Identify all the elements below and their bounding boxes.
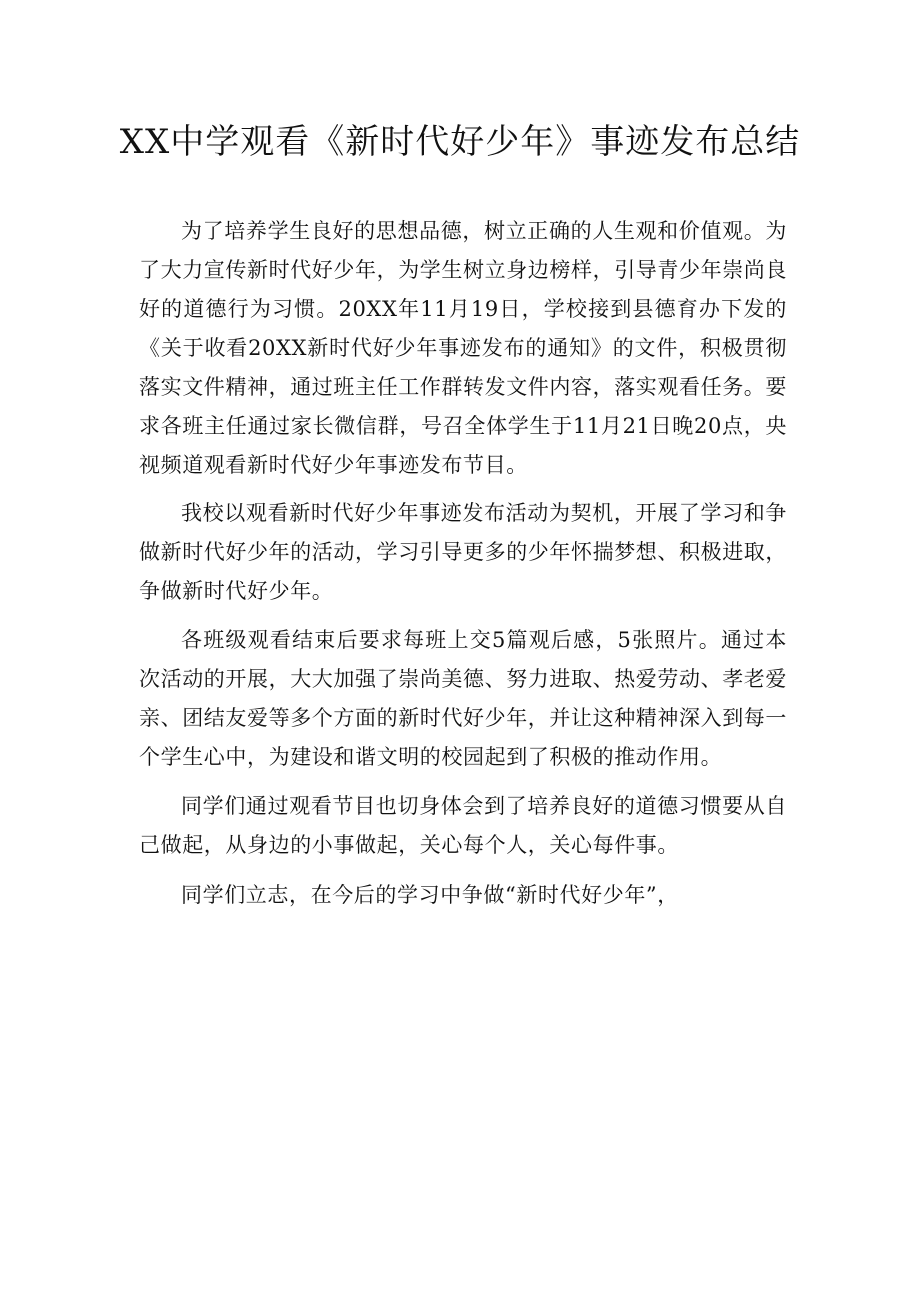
paragraph-5: 同学们立志，在今后的学习中争做“新时代好少年”，: [181, 883, 679, 907]
paragraph-3: 各班级观看结束后要求每班上交5篇观后感，5张照片。通过本次活动的开展，大大加强了崇尚美德、努力进取、热爱劳动、孝老爱亲、团结友爱等多个方面的新时代好少年，并让这种精神深入到每一个学生心中，为建设和谐文明的校园起到了积极的推动作用。: [139, 628, 787, 769]
document-title: XX中学观看《新时代好少年》事迹发布总结: [119, 122, 801, 162]
paragraph-2: 我校以观看新时代好少年事迹发布活动为契机，开展了学习和争做新时代好少年的活动，学习引导更多的少年怀揣梦想、积极进取，争做新时代好少年。: [139, 501, 787, 603]
document-body: [139, 212, 787, 915]
paragraph-4: 同学们通过观看节目也切身体会到了培养良好的道德习惯要从自己做起，从身边的小事做起，关心每个人，关心每件事。: [139, 794, 787, 857]
paragraph-1: 为了培养学生良好的思想品德，树立正确的人生观和价值观。为了大力宣传新时代好少年，为学生树立身边榜样，引导青少年崇尚良好的道德行为习惯。20XX年11月19日，学校接到县德育办下发的《关于收看20XX新时代好少年事迹发布的通知》的文件，积极贯彻落实文件精神，通过班主任工作群转发文件内容，落实观看任务。要求各班主任通过家长微信群，号召全体学生于11月21日晚20点，央视频道观看新时代好少年事迹发布节目。: [139, 219, 787, 477]
